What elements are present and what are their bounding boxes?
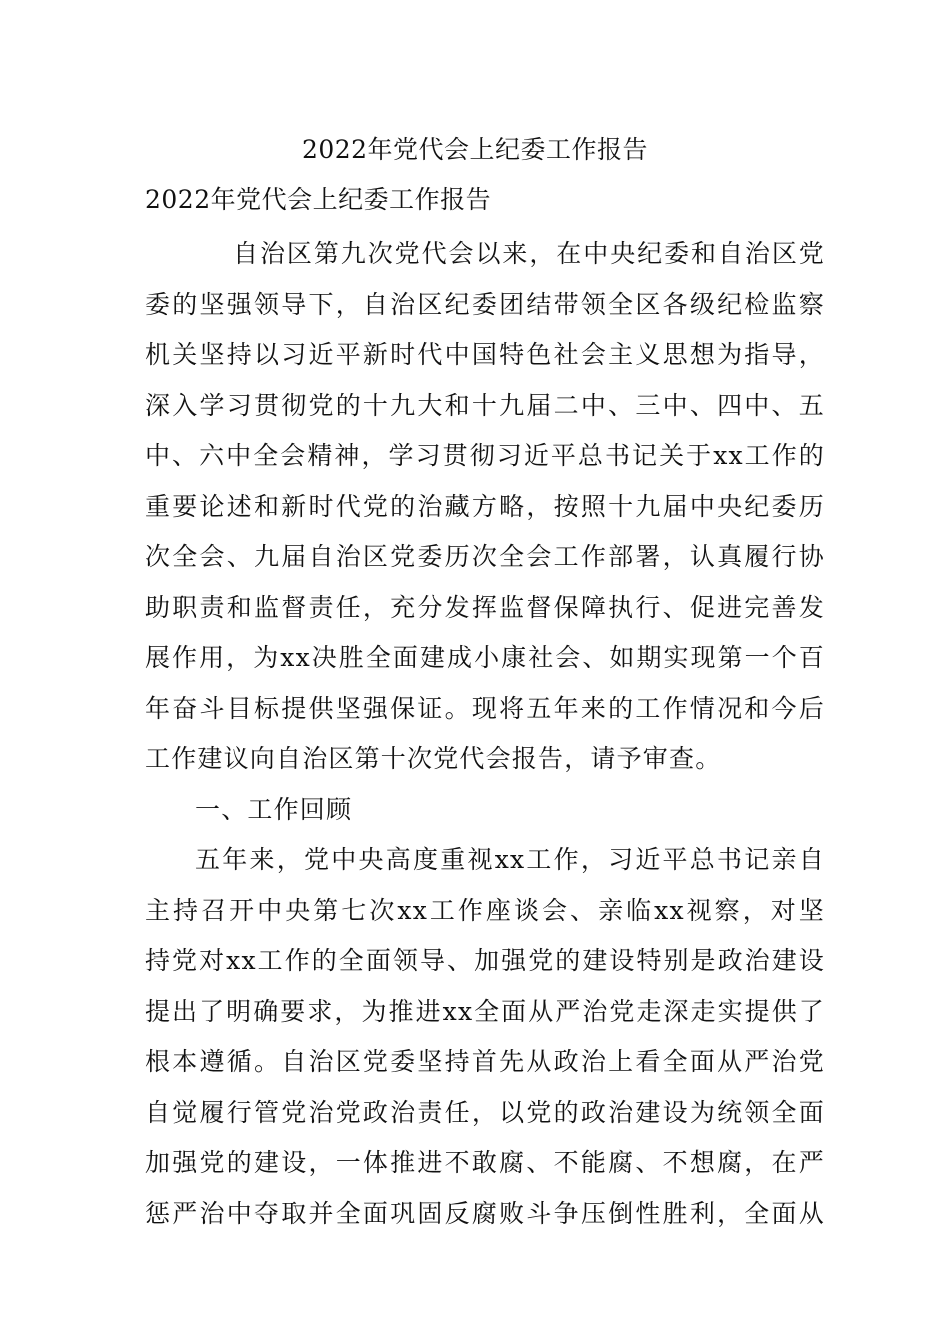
paragraph-line: 根本遵循。自治区党委坚持首先从政治上看全面从严治党 [145, 1047, 825, 1076]
paragraph-line: 自治区第九次党代会以来，在中央纪委和自治区党 [233, 239, 825, 268]
paragraph-line: 展作用，为xx决胜全面建成小康社会、如期实现第一个百 [145, 643, 825, 672]
paragraph-line: 主持召开中央第七次xx工作座谈会、亲临xx视察，对坚 [145, 895, 825, 925]
paragraph-line: 次全会、九届自治区党委历次全会工作部署，认真履行协 [145, 542, 825, 571]
paragraph-line: 五年来，党中央高度重视xx工作，习近平总书记亲自 [195, 845, 825, 874]
paragraph-line: 深入学习贯彻党的十九大和十九届二中、三中、四中、五 [145, 390, 825, 420]
paragraph-line: 机关坚持以习近平新时代中国特色社会主义思想为指导， [145, 340, 825, 369]
paragraph-line: 持党对xx工作的全面领导、加强党的建设特别是政治建设 [145, 946, 825, 975]
document-subtitle: 2022年党代会上纪委工作报告 [145, 185, 492, 214]
paragraph-line: 提出了明确要求，为推进xx全面从严治党走深走实提供了 [145, 996, 825, 1026]
document-body [145, 229, 825, 1239]
paragraph-line: 年奋斗目标提供坚强保证。现将五年来的工作情况和今后 [145, 693, 825, 723]
section-heading: 一、工作回顾 [195, 794, 353, 824]
paragraph-line: 中、六中全会精神，学习贯彻习近平总书记关于xx工作的 [145, 441, 825, 470]
paragraph-line: 惩严治中夺取并全面巩固反腐败斗争压倒性胜利，全面从 [145, 1198, 825, 1228]
document-title: 2022年党代会上纪委工作报告 [301, 135, 649, 164]
paragraph-line: 助职责和监督责任，充分发挥监督保障执行、促进完善发 [145, 592, 825, 622]
paragraph-line: 工作建议向自治区第十次党代会报告，请予审查。 [145, 744, 722, 773]
paragraph-line: 委的坚强领导下，自治区纪委团结带领全区各级纪检监察 [145, 289, 825, 319]
paragraph-line: 重要论述和新时代党的治藏方略，按照十九届中央纪委历 [145, 491, 825, 521]
paragraph-line: 加强党的建设，一体推进不敢腐、不能腐、不想腐，在严 [145, 1148, 825, 1177]
paragraph-line: 自觉履行管党治党政治责任，以党的政治建设为统领全面 [145, 1097, 825, 1127]
